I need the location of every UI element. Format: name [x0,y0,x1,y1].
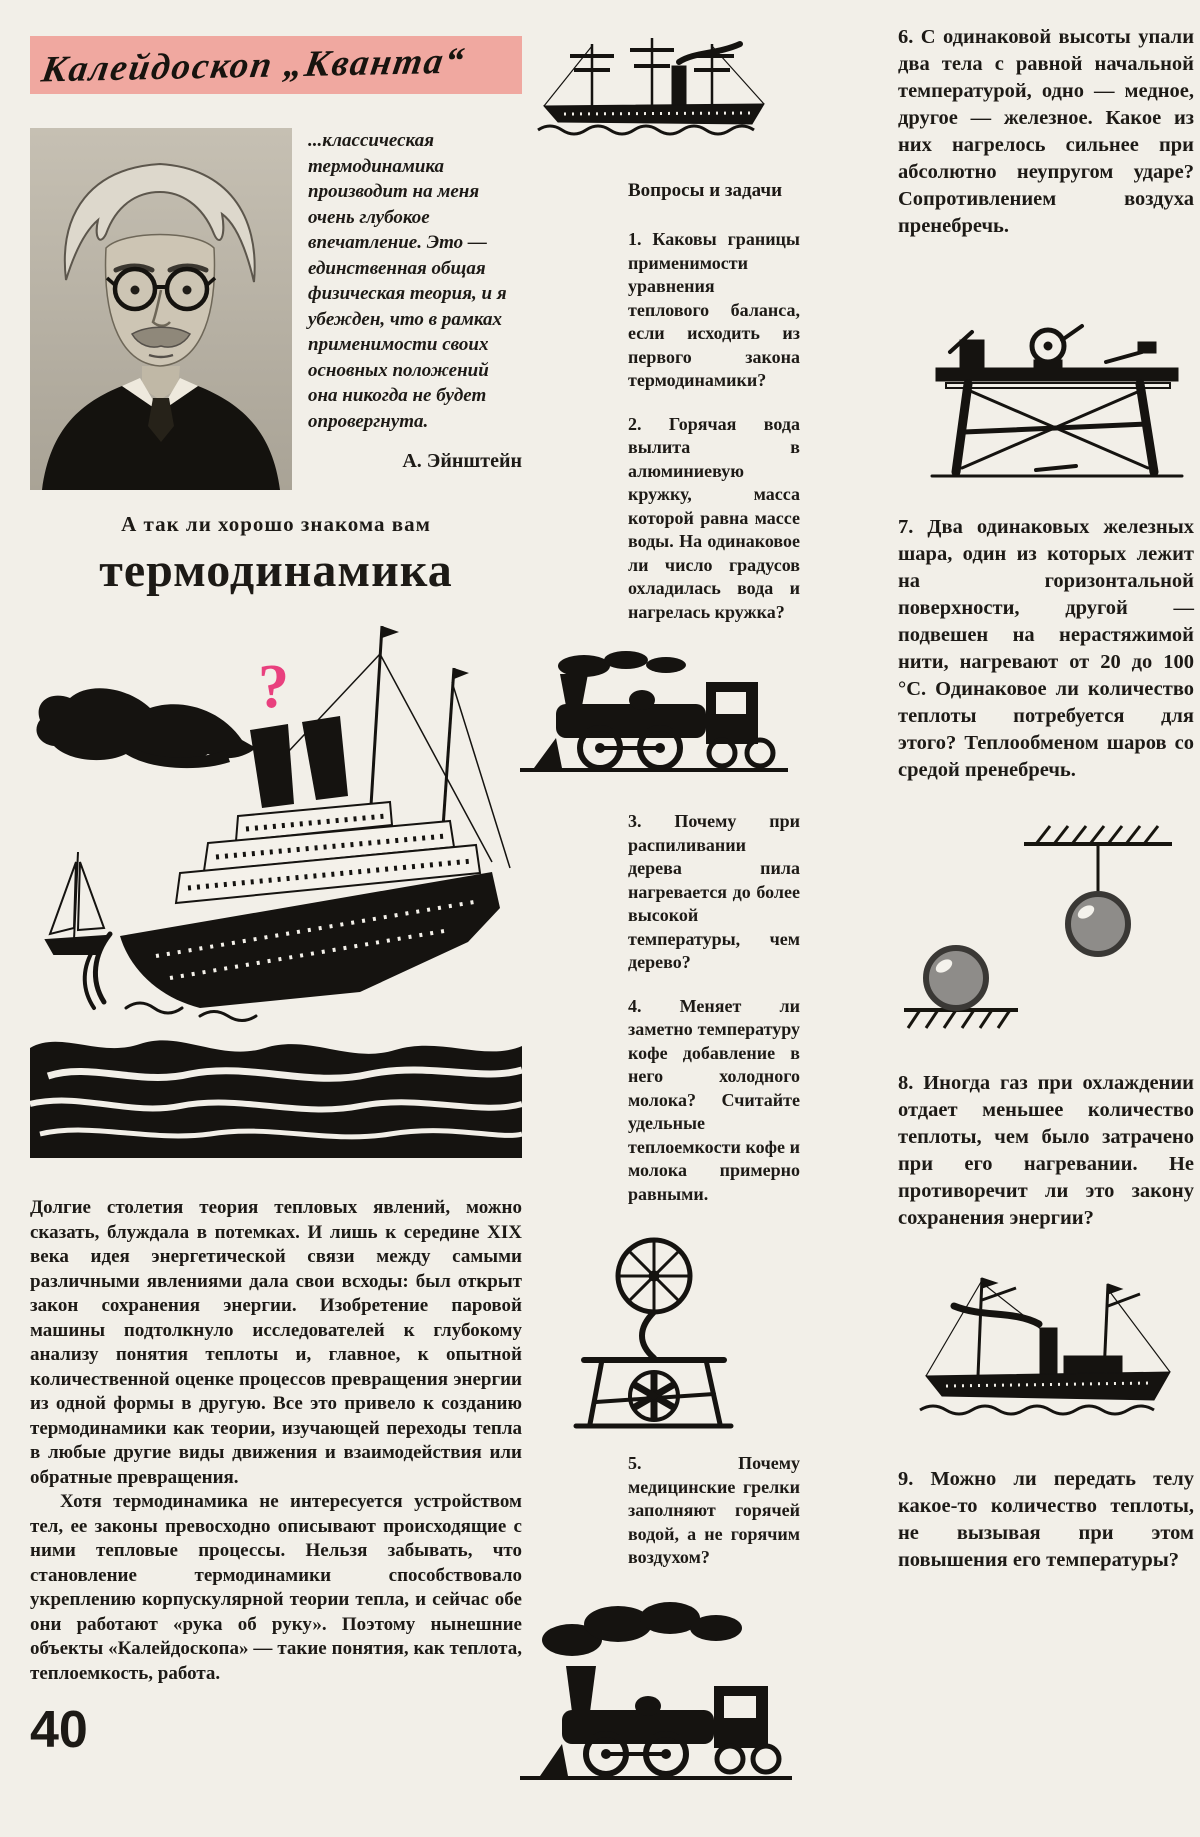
question-7: 7. Два одинаковых железных шара, один из которых лежит на горизонтальной поверхности, другой — подвешен на нерастяжимой нити, нагревают от 20 до 100 °C. Одинаковое ли количество теплоты потребуется для этого? Теплообменом шаров со средой пренебречь. [898,516,1194,781]
workbench-engraving [926,272,1188,484]
treadle-wheel-machine-engraving [566,1230,741,1430]
page-number: 40 [30,1701,88,1759]
questions-heading: Вопросы и задачи [628,180,783,201]
steamship-engraving-right [912,1268,1189,1426]
einstein-quote-row [30,128,522,490]
question-4: 4. Меняет ли заметно температуру кофе добавление в него холодного молока? Считайте удельные теплоемкости кофе и молока примерно равными. [628,995,800,1204]
steamship-engraving-top [532,30,777,142]
einstein-quote-text: ...классическая термодинамика производит на меня очень глубокое впечатление. Это — единственная общая физическая теория, и я убежден, что в рамках применимости своих основных положений она никогда не будет опровергнута. [308,130,507,432]
kaleidoscope-logo-text: Калейдоскоп „Кванта“ [38,39,469,91]
question-5: 5. Почему медицинские грелки заполняют горячей водой, а не горячим воздухом? [628,1453,800,1567]
kaleidoscope-banner [30,36,522,94]
question-6: 6. С одинаковой высоты упали два тела с равной начальной температурой, одно — медное, другое — железное. Какое из них нагрелось сильнее при абсолютно неупругом ударе? Сопротивлением воздуха пренебречь. [898,26,1194,237]
einstein-quote-block [308,128,522,490]
intro-paragraph-1: Долгие столетия теория тепловых явлений, можно сказать, блуждала в потемках. И лишь к середине XIX века идея энергетической связи между самыми различными явлениями дала свои всходы: был открыт закон сохранения энергии. Изобретение паровой машины подтолкнуло исследователей к глубокому анализу понятия теплоты и, главное, к опытной количественной оценке процессов превращения энергии из одной формы в другую. Все это привело к созданию термодинамики как теории, изучающей переходы тепла в любые другие виды движения и взаимодействия или обратные превращения. [30,1197,522,1488]
hanging-and-resting-balls-diagram [898,818,1178,1040]
einstein-quote-author: А. Эйнштейн [402,450,522,472]
right-column [898,24,1196,1574]
article-title: термодинамика [99,544,453,597]
steam-locomotive-engraving-1 [520,648,788,774]
intro-paragraph-2: Хотя термодинамика не интересуется устройством тел, ее законы превосходно описывают происходящие с ними тепловые процессы. Нельзя забывать, что становление термодинамики способствовало укреплению корпускулярной теории тепла, и сейчас обе они работают «рука об руку». Поэтому нынешние объекты «Калейдоскопа» — такие понятия, как теплота, теплоемкость, работа. [30,1491,522,1684]
steam-locomotive-engraving-2 [520,1594,792,1784]
pink-question-mark: ? [258,653,289,721]
ocean-liner-illustration [30,610,522,1158]
einstein-photo [30,128,292,490]
question-9: 9. Можно ли передать телу какое-то количество теплоты, не вызывая при этом повышения его температуры? [898,1468,1194,1571]
question-8: 8. Иногда газ при охлаждении отдает меньшее количество теплоты, чем было затрачено при его нагревании. Не противоречит ли это закону сохранения энергии? [898,1072,1194,1229]
intro-text [30,1196,522,1686]
middle-column [520,30,798,1784]
question-1: 1. Каковы границы применимости уравнения теплового баланса, если исходить из первого закона термодинамики? [628,229,800,390]
left-column [30,36,522,1760]
einstein-portrait-drawing [30,128,292,490]
question-2: 2. Горячая вода вылита в алюминиевую кружку, масса которой равна массе воды. На одинаковое ли число градусов охладилась вода и нагрелась кружка? [628,413,800,622]
article-kicker: А так ли хорошо знакома вам [121,512,431,536]
question-3: 3. Почему при распиливании дерева пила нагревается до более высокой температуры, чем дерево? [628,811,800,972]
